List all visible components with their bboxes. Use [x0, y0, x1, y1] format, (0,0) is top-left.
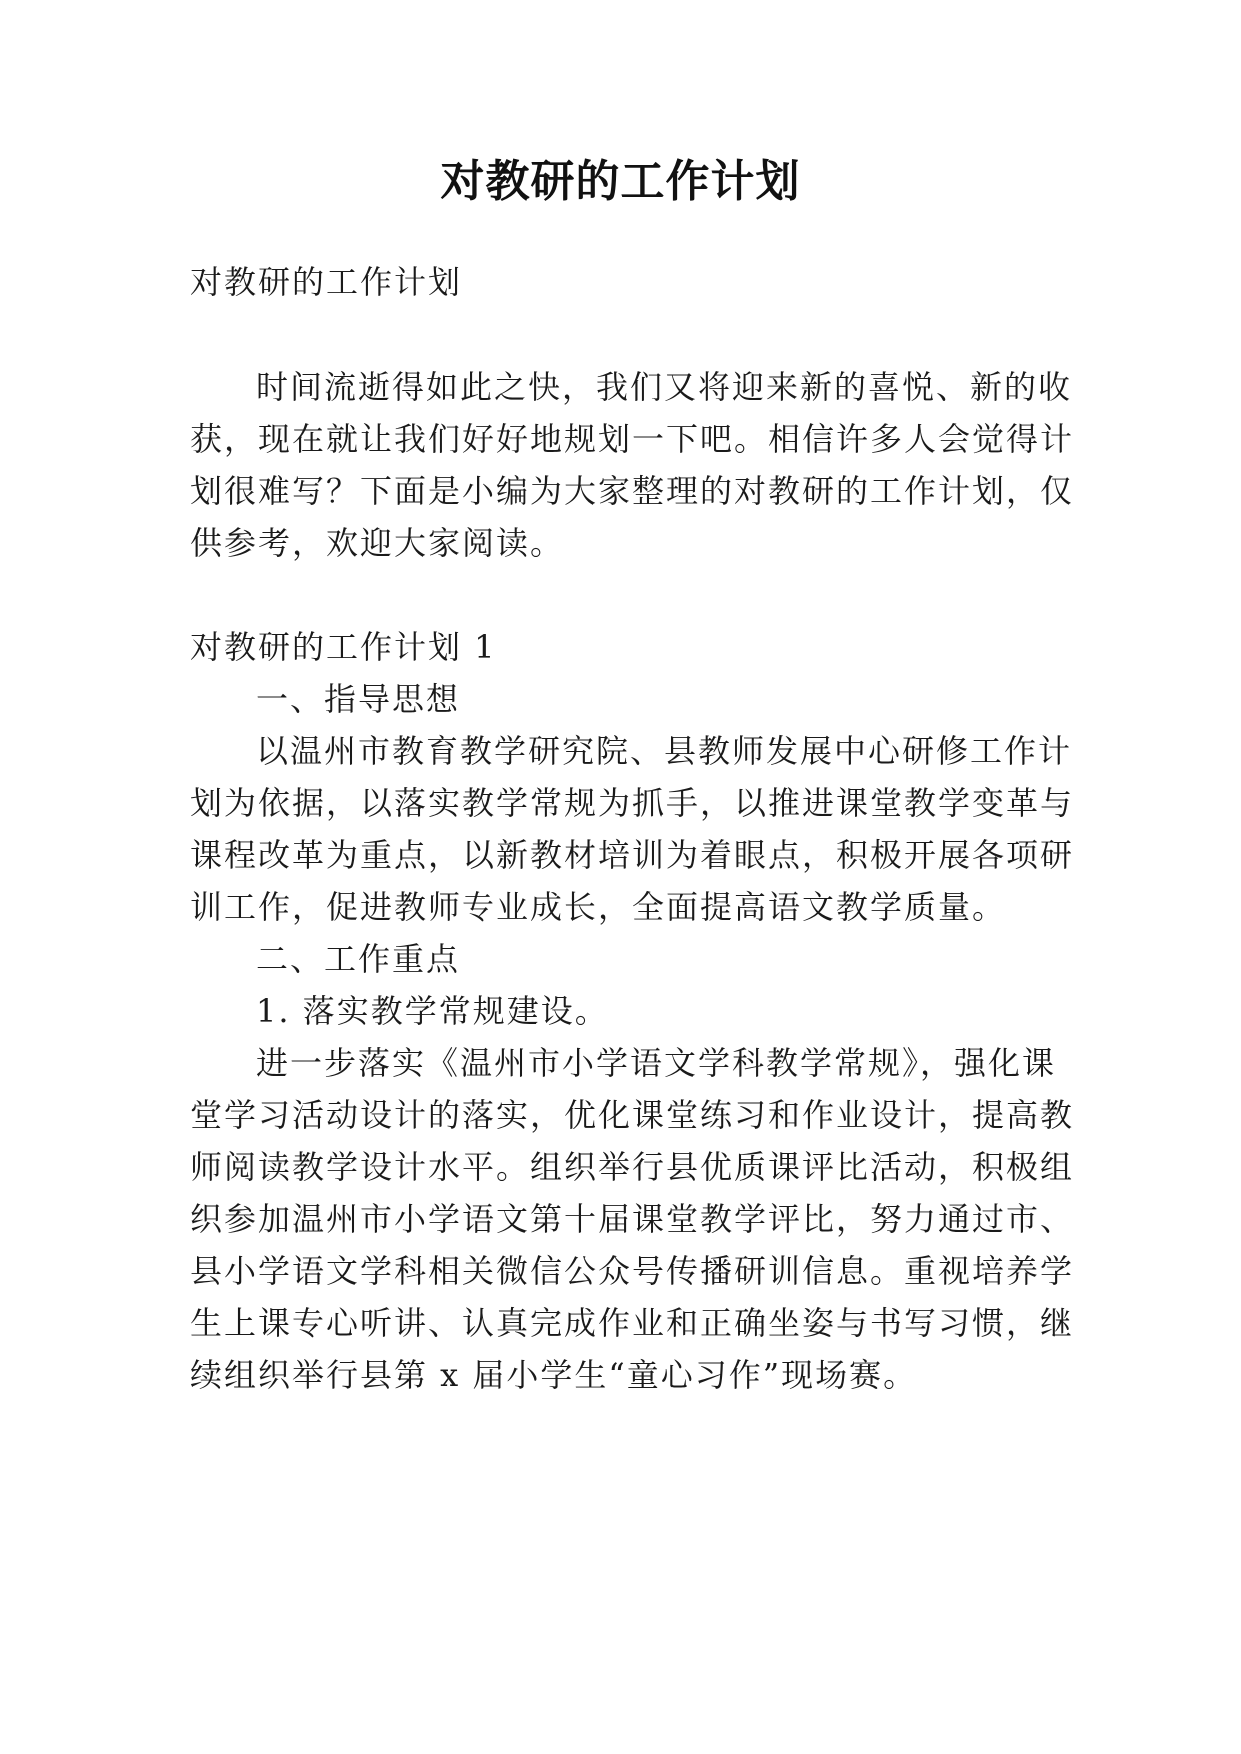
heading-focus: 二、工作重点 [256, 940, 461, 978]
section-title: 对教研的工作计划 1 [190, 628, 497, 666]
focus-item-line: 续组织举行县第 x 届小学生“童心习作”现场赛。 [190, 1356, 918, 1394]
document-subtitle: 对教研的工作计划 [190, 263, 463, 301]
guideline-line: 划为依据，以落实教学常规为抓手，以推进课堂教学变革与 [190, 784, 1075, 822]
intro-line: 供参考，欢迎大家阅读。 [190, 524, 565, 562]
focus-item-title: 1. 落实教学常规建设。 [256, 992, 609, 1030]
focus-item-line: 县小学语文学科相关微信公众号传播研训信息。重视培养学 [190, 1252, 1075, 1290]
focus-item-line: 生上课专心听讲、认真完成作业和正确坐姿与书写习惯，继 [190, 1304, 1075, 1342]
heading-guideline: 一、指导思想 [256, 680, 461, 718]
guideline-line: 以温州市教育教学研究院、县教师发展中心研修工作计 [256, 732, 1073, 770]
focus-item-line: 堂学习活动设计的落实，优化课堂练习和作业设计，提高教 [190, 1096, 1075, 1134]
intro-line: 划很难写？下面是小编为大家整理的对教研的工作计划，仅 [190, 472, 1075, 510]
intro-line: 时间流逝得如此之快，我们又将迎来新的喜悦、新的收 [256, 368, 1073, 406]
focus-item-line: 织参加温州市小学语文第十届课堂教学评比，努力通过市、 [190, 1200, 1075, 1238]
focus-item-line: 师阅读教学设计水平。组织举行县优质课评比活动，积极组 [190, 1148, 1075, 1186]
guideline-line: 课程改革为重点，以新教材培训为着眼点，积极开展各项研 [190, 836, 1075, 874]
intro-line: 获，现在就让我们好好地规划一下吧。相信许多人会觉得计 [190, 420, 1075, 458]
focus-item-line: 进一步落实《温州市小学语文学科教学常规》，强化课 [256, 1044, 1057, 1082]
document-title: 对教研的工作计划 [440, 156, 801, 207]
guideline-line: 训工作，促进教师专业成长，全面提高语文教学质量。 [190, 888, 1007, 926]
